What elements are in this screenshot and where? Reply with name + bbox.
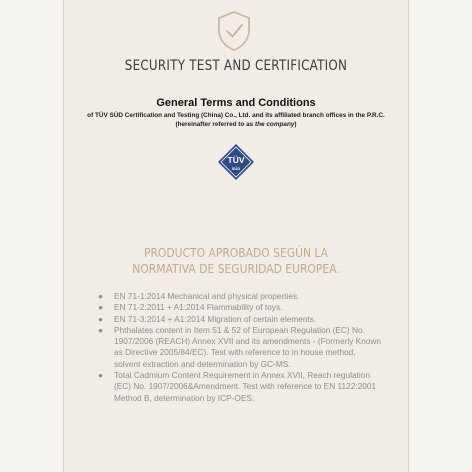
bullet-icon: ● [98,324,104,335]
page-title: SECURITY TEST AND CERTIFICATION [124,58,348,74]
approval-line-2: NORMATIVA DE SEGURIDAD EUROPEA. [132,261,340,276]
bullet-icon: ● [98,302,104,313]
approval-line-1: PRODUCTO APROBADO SEGÚN LA [143,245,329,260]
bullet-icon: ● [98,370,104,381]
bullet-icon: ● [98,291,104,301]
approval-statement [87,245,385,277]
bullet-icon: ● [98,313,104,324]
sud-logo-text: SÜD [231,166,241,171]
list-item: ● Total Cadmium Content Requirement in Annex XVII, Reach regulation (EC) No. 1907/2006&Amendment. Test with reference to EN 1122:2001 Method B, determination by ICP-OES. [98,370,377,403]
terms-line-1: of TÜV SÜD Certification and Testing (China) Co., Ltd. and its affiliated branch offices in the P.R.C. [87,112,385,119]
tuv-logo-text: TÜV [227,155,245,165]
shield-check-icon [216,10,252,52]
list-item: ● EN 71-1:2014 Mechanical and physical properties. [98,291,300,301]
list-item: ● EN 71-3:2014 + A1:2014 Migration of certain elements. [98,313,317,324]
spec-list [98,291,381,404]
list-item: ● EN 71-2:2011 + A1:2014 Flammability of toys. [98,302,283,313]
terms-subtitle [63,111,409,129]
tuv-sud-logo [217,143,255,181]
list-item: ● Phthalates content in Item 51 & 52 of European Regulation (EC) No. 1907/2006 (REACH) Annex XVII and its amendments - (Formerly Known as Directive 2005/84/EC). Test with reference to in house method, solvent extraction and determination by GC-MS. [98,324,382,369]
terms-line-2: (hereinafter referred to as the company) [175,121,297,128]
terms-title: General Terms and Conditions [156,97,316,109]
